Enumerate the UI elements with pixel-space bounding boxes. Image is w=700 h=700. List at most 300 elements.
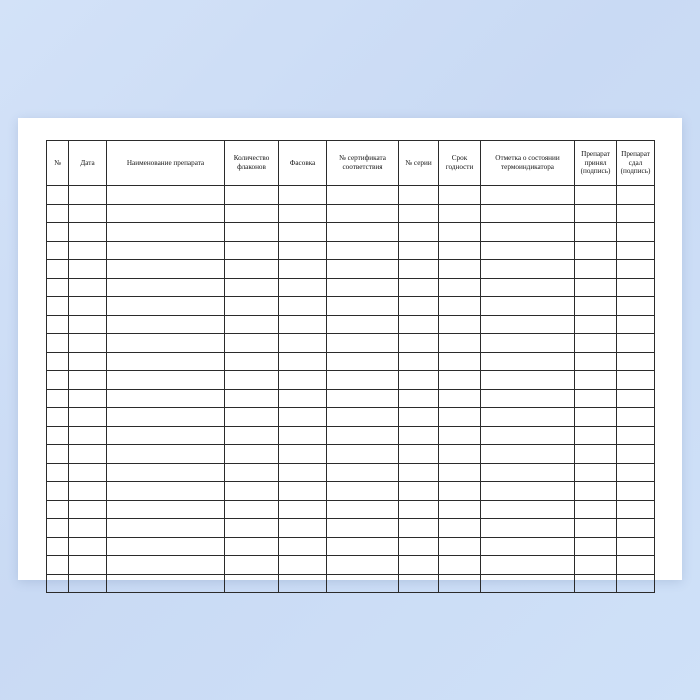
cell-expiry[interactable] bbox=[439, 519, 481, 538]
cell-bottles[interactable] bbox=[225, 204, 279, 223]
cell-expiry[interactable] bbox=[439, 278, 481, 297]
cell-no[interactable] bbox=[47, 482, 69, 501]
cell-bottles[interactable] bbox=[225, 223, 279, 242]
cell-received_by[interactable] bbox=[575, 389, 617, 408]
cell-bottles[interactable] bbox=[225, 445, 279, 464]
cell-drug_name[interactable] bbox=[107, 519, 225, 538]
cell-expiry[interactable] bbox=[439, 445, 481, 464]
cell-no[interactable] bbox=[47, 241, 69, 260]
cell-no[interactable] bbox=[47, 334, 69, 353]
cell-handed_by[interactable] bbox=[617, 426, 655, 445]
cell-cert_no[interactable] bbox=[327, 315, 399, 334]
cell-received_by[interactable] bbox=[575, 463, 617, 482]
cell-expiry[interactable] bbox=[439, 482, 481, 501]
cell-cert_no[interactable] bbox=[327, 482, 399, 501]
cell-handed_by[interactable] bbox=[617, 389, 655, 408]
cell-packaging[interactable] bbox=[279, 315, 327, 334]
cell-thermo_note[interactable] bbox=[481, 408, 575, 427]
column-header-line: (подпись) bbox=[580, 167, 611, 176]
cell-cert_no[interactable] bbox=[327, 500, 399, 519]
cell-series_no[interactable] bbox=[399, 371, 439, 390]
cell-expiry[interactable] bbox=[439, 426, 481, 445]
table-row bbox=[47, 315, 655, 334]
cell-drug_name[interactable] bbox=[107, 371, 225, 390]
cell-date[interactable] bbox=[69, 204, 107, 223]
cell-thermo_note[interactable] bbox=[481, 519, 575, 538]
cell-thermo_note[interactable] bbox=[481, 186, 575, 205]
cell-received_by[interactable] bbox=[575, 408, 617, 427]
cell-packaging[interactable] bbox=[279, 204, 327, 223]
cell-handed_by[interactable] bbox=[617, 556, 655, 575]
cell-received_by[interactable] bbox=[575, 426, 617, 445]
cell-series_no[interactable] bbox=[399, 574, 439, 593]
cell-bottles[interactable] bbox=[225, 241, 279, 260]
cell-bottles[interactable] bbox=[225, 408, 279, 427]
cell-no[interactable] bbox=[47, 223, 69, 242]
cell-drug_name[interactable] bbox=[107, 204, 225, 223]
cell-drug_name[interactable] bbox=[107, 482, 225, 501]
cell-expiry[interactable] bbox=[439, 371, 481, 390]
cell-packaging[interactable] bbox=[279, 556, 327, 575]
column-header-line: флаконов bbox=[237, 163, 266, 171]
cell-received_by[interactable] bbox=[575, 260, 617, 279]
cell-expiry[interactable] bbox=[439, 241, 481, 260]
cell-thermo_note[interactable] bbox=[481, 537, 575, 556]
cell-date[interactable] bbox=[69, 260, 107, 279]
column-header-line: (подпись) bbox=[620, 167, 651, 176]
cell-series_no[interactable] bbox=[399, 463, 439, 482]
table-row bbox=[47, 371, 655, 390]
cell-bottles[interactable] bbox=[225, 389, 279, 408]
cell-no[interactable] bbox=[47, 408, 69, 427]
cell-thermo_note[interactable] bbox=[481, 315, 575, 334]
cell-series_no[interactable] bbox=[399, 260, 439, 279]
cell-packaging[interactable] bbox=[279, 352, 327, 371]
column-header-expiry bbox=[439, 141, 481, 186]
cell-drug_name[interactable] bbox=[107, 389, 225, 408]
cell-drug_name[interactable] bbox=[107, 500, 225, 519]
cell-bottles[interactable] bbox=[225, 556, 279, 575]
cell-no[interactable] bbox=[47, 537, 69, 556]
table-row bbox=[47, 463, 655, 482]
column-header-line: Препарат bbox=[581, 149, 610, 158]
column-header-line: принял bbox=[584, 158, 607, 167]
cell-packaging[interactable] bbox=[279, 260, 327, 279]
cell-bottles[interactable] bbox=[225, 334, 279, 353]
cell-packaging[interactable] bbox=[279, 537, 327, 556]
cell-series_no[interactable] bbox=[399, 334, 439, 353]
column-header-line: сдал bbox=[628, 158, 643, 167]
cell-handed_by[interactable] bbox=[617, 463, 655, 482]
cell-received_by[interactable] bbox=[575, 371, 617, 390]
cell-received_by[interactable] bbox=[575, 297, 617, 316]
column-header-drug_name bbox=[107, 141, 225, 186]
cell-date[interactable] bbox=[69, 315, 107, 334]
cell-packaging[interactable] bbox=[279, 463, 327, 482]
cell-drug_name[interactable] bbox=[107, 445, 225, 464]
cell-date[interactable] bbox=[69, 574, 107, 593]
cell-thermo_note[interactable] bbox=[481, 426, 575, 445]
table-row bbox=[47, 445, 655, 464]
cell-thermo_note[interactable] bbox=[481, 445, 575, 464]
table-row bbox=[47, 186, 655, 205]
cell-thermo_note[interactable] bbox=[481, 223, 575, 242]
cell-series_no[interactable] bbox=[399, 315, 439, 334]
cell-cert_no[interactable] bbox=[327, 445, 399, 464]
cell-expiry[interactable] bbox=[439, 463, 481, 482]
register-table bbox=[46, 140, 655, 593]
table-row bbox=[47, 519, 655, 538]
cell-handed_by[interactable] bbox=[617, 223, 655, 242]
cell-handed_by[interactable] bbox=[617, 297, 655, 316]
cell-no[interactable] bbox=[47, 463, 69, 482]
column-header-handed_by bbox=[617, 141, 655, 186]
cell-no[interactable] bbox=[47, 204, 69, 223]
column-header-line: № сертификата bbox=[339, 154, 386, 163]
cell-handed_by[interactable] bbox=[617, 278, 655, 297]
cell-date[interactable] bbox=[69, 371, 107, 390]
table-row bbox=[47, 223, 655, 242]
cell-received_by[interactable] bbox=[575, 556, 617, 575]
cell-expiry[interactable] bbox=[439, 315, 481, 334]
column-header-thermo_note bbox=[481, 141, 575, 186]
cell-received_by[interactable] bbox=[575, 352, 617, 371]
cell-thermo_note[interactable] bbox=[481, 371, 575, 390]
cell-expiry[interactable] bbox=[439, 574, 481, 593]
cell-no[interactable] bbox=[47, 519, 69, 538]
column-header-line: соответствия bbox=[342, 163, 383, 171]
cell-thermo_note[interactable] bbox=[481, 500, 575, 519]
cell-date[interactable] bbox=[69, 297, 107, 316]
cell-drug_name[interactable] bbox=[107, 463, 225, 482]
column-header-line: Срок bbox=[451, 154, 468, 163]
table-row bbox=[47, 574, 655, 593]
cell-thermo_note[interactable] bbox=[481, 260, 575, 279]
register-table-container bbox=[46, 140, 654, 556]
table-row bbox=[47, 556, 655, 575]
column-header-line: № bbox=[54, 158, 61, 167]
cell-date[interactable] bbox=[69, 537, 107, 556]
cell-bottles[interactable] bbox=[225, 315, 279, 334]
column-header-line: Препарат bbox=[621, 149, 650, 158]
cell-drug_name[interactable] bbox=[107, 278, 225, 297]
cell-received_by[interactable] bbox=[575, 204, 617, 223]
cell-bottles[interactable] bbox=[225, 574, 279, 593]
cell-series_no[interactable] bbox=[399, 445, 439, 464]
cell-packaging[interactable] bbox=[279, 241, 327, 260]
cell-drug_name[interactable] bbox=[107, 241, 225, 260]
cell-thermo_note[interactable] bbox=[481, 389, 575, 408]
cell-date[interactable] bbox=[69, 426, 107, 445]
cell-packaging[interactable] bbox=[279, 426, 327, 445]
cell-no[interactable] bbox=[47, 297, 69, 316]
cell-expiry[interactable] bbox=[439, 260, 481, 279]
column-header-bottles bbox=[225, 141, 279, 186]
cell-cert_no[interactable] bbox=[327, 519, 399, 538]
cell-drug_name[interactable] bbox=[107, 297, 225, 316]
cell-handed_by[interactable] bbox=[617, 241, 655, 260]
cell-cert_no[interactable] bbox=[327, 334, 399, 353]
table-row bbox=[47, 204, 655, 223]
cell-bottles[interactable] bbox=[225, 352, 279, 371]
table-header bbox=[47, 141, 655, 186]
cell-no[interactable] bbox=[47, 574, 69, 593]
cell-handed_by[interactable] bbox=[617, 537, 655, 556]
cell-date[interactable] bbox=[69, 278, 107, 297]
cell-bottles[interactable] bbox=[225, 260, 279, 279]
table-row bbox=[47, 482, 655, 501]
cell-expiry[interactable] bbox=[439, 500, 481, 519]
cell-series_no[interactable] bbox=[399, 186, 439, 205]
cell-received_by[interactable] bbox=[575, 574, 617, 593]
cell-thermo_note[interactable] bbox=[481, 482, 575, 501]
cell-no[interactable] bbox=[47, 556, 69, 575]
cell-packaging[interactable] bbox=[279, 334, 327, 353]
cell-packaging[interactable] bbox=[279, 186, 327, 205]
cell-cert_no[interactable] bbox=[327, 241, 399, 260]
cell-series_no[interactable] bbox=[399, 537, 439, 556]
cell-no[interactable] bbox=[47, 260, 69, 279]
cell-bottles[interactable] bbox=[225, 537, 279, 556]
cell-series_no[interactable] bbox=[399, 519, 439, 538]
cell-date[interactable] bbox=[69, 241, 107, 260]
cell-cert_no[interactable] bbox=[327, 186, 399, 205]
cell-bottles[interactable] bbox=[225, 186, 279, 205]
cell-series_no[interactable] bbox=[399, 223, 439, 242]
cell-date[interactable] bbox=[69, 186, 107, 205]
cell-handed_by[interactable] bbox=[617, 408, 655, 427]
cell-cert_no[interactable] bbox=[327, 574, 399, 593]
column-header-date bbox=[69, 141, 107, 186]
cell-packaging[interactable] bbox=[279, 500, 327, 519]
cell-series_no[interactable] bbox=[399, 500, 439, 519]
column-header-line: годности bbox=[445, 163, 474, 171]
cell-expiry[interactable] bbox=[439, 297, 481, 316]
cell-series_no[interactable] bbox=[399, 278, 439, 297]
cell-expiry[interactable] bbox=[439, 389, 481, 408]
table-row bbox=[47, 352, 655, 371]
cell-date[interactable] bbox=[69, 445, 107, 464]
column-header-line: Отметка о состоянии bbox=[495, 154, 560, 163]
cell-received_by[interactable] bbox=[575, 186, 617, 205]
cell-series_no[interactable] bbox=[399, 556, 439, 575]
cell-series_no[interactable] bbox=[399, 408, 439, 427]
table-body bbox=[47, 186, 655, 593]
cell-expiry[interactable] bbox=[439, 408, 481, 427]
table-row bbox=[47, 426, 655, 445]
column-header-series_no bbox=[399, 141, 439, 186]
cell-drug_name[interactable] bbox=[107, 186, 225, 205]
table-row bbox=[47, 260, 655, 279]
cell-thermo_note[interactable] bbox=[481, 574, 575, 593]
cell-received_by[interactable] bbox=[575, 482, 617, 501]
cell-cert_no[interactable] bbox=[327, 204, 399, 223]
cell-no[interactable] bbox=[47, 186, 69, 205]
cell-expiry[interactable] bbox=[439, 186, 481, 205]
cell-handed_by[interactable] bbox=[617, 519, 655, 538]
cell-series_no[interactable] bbox=[399, 241, 439, 260]
cell-bottles[interactable] bbox=[225, 297, 279, 316]
cell-expiry[interactable] bbox=[439, 556, 481, 575]
cell-packaging[interactable] bbox=[279, 278, 327, 297]
cell-handed_by[interactable] bbox=[617, 260, 655, 279]
cell-packaging[interactable] bbox=[279, 482, 327, 501]
cell-no[interactable] bbox=[47, 500, 69, 519]
paper-sheet bbox=[18, 118, 682, 580]
cell-expiry[interactable] bbox=[439, 352, 481, 371]
cell-bottles[interactable] bbox=[225, 482, 279, 501]
cell-handed_by[interactable] bbox=[617, 186, 655, 205]
cell-bottles[interactable] bbox=[225, 278, 279, 297]
cell-cert_no[interactable] bbox=[327, 223, 399, 242]
cell-cert_no[interactable] bbox=[327, 260, 399, 279]
cell-drug_name[interactable] bbox=[107, 260, 225, 279]
cell-packaging[interactable] bbox=[279, 445, 327, 464]
cell-cert_no[interactable] bbox=[327, 371, 399, 390]
cell-date[interactable] bbox=[69, 223, 107, 242]
cell-date[interactable] bbox=[69, 352, 107, 371]
cell-no[interactable] bbox=[47, 278, 69, 297]
cell-received_by[interactable] bbox=[575, 445, 617, 464]
cell-cert_no[interactable] bbox=[327, 537, 399, 556]
cell-no[interactable] bbox=[47, 371, 69, 390]
table-row bbox=[47, 537, 655, 556]
cell-cert_no[interactable] bbox=[327, 278, 399, 297]
cell-no[interactable] bbox=[47, 352, 69, 371]
column-header-line: Количество bbox=[233, 154, 270, 163]
cell-thermo_note[interactable] bbox=[481, 352, 575, 371]
cell-thermo_note[interactable] bbox=[481, 334, 575, 353]
cell-drug_name[interactable] bbox=[107, 352, 225, 371]
cell-date[interactable] bbox=[69, 500, 107, 519]
cell-cert_no[interactable] bbox=[327, 463, 399, 482]
cell-handed_by[interactable] bbox=[617, 482, 655, 501]
cell-no[interactable] bbox=[47, 315, 69, 334]
cell-expiry[interactable] bbox=[439, 334, 481, 353]
column-header-packaging bbox=[279, 141, 327, 186]
cell-date[interactable] bbox=[69, 556, 107, 575]
cell-date[interactable] bbox=[69, 408, 107, 427]
cell-cert_no[interactable] bbox=[327, 556, 399, 575]
cell-handed_by[interactable] bbox=[617, 315, 655, 334]
cell-handed_by[interactable] bbox=[617, 334, 655, 353]
cell-drug_name[interactable] bbox=[107, 574, 225, 593]
cell-thermo_note[interactable] bbox=[481, 297, 575, 316]
column-header-no bbox=[47, 141, 69, 186]
cell-drug_name[interactable] bbox=[107, 556, 225, 575]
cell-packaging[interactable] bbox=[279, 574, 327, 593]
cell-thermo_note[interactable] bbox=[481, 556, 575, 575]
cell-expiry[interactable] bbox=[439, 223, 481, 242]
cell-received_by[interactable] bbox=[575, 241, 617, 260]
table-row bbox=[47, 334, 655, 353]
cell-packaging[interactable] bbox=[279, 519, 327, 538]
cell-expiry[interactable] bbox=[439, 204, 481, 223]
cell-thermo_note[interactable] bbox=[481, 241, 575, 260]
cell-date[interactable] bbox=[69, 463, 107, 482]
cell-packaging[interactable] bbox=[279, 371, 327, 390]
cell-received_by[interactable] bbox=[575, 537, 617, 556]
cell-packaging[interactable] bbox=[279, 389, 327, 408]
cell-handed_by[interactable] bbox=[617, 204, 655, 223]
cell-handed_by[interactable] bbox=[617, 574, 655, 593]
cell-drug_name[interactable] bbox=[107, 408, 225, 427]
table-row bbox=[47, 278, 655, 297]
cell-drug_name[interactable] bbox=[107, 426, 225, 445]
cell-series_no[interactable] bbox=[399, 204, 439, 223]
table-row bbox=[47, 389, 655, 408]
cell-series_no[interactable] bbox=[399, 297, 439, 316]
cell-expiry[interactable] bbox=[439, 537, 481, 556]
cell-thermo_note[interactable] bbox=[481, 204, 575, 223]
cell-series_no[interactable] bbox=[399, 352, 439, 371]
cell-date[interactable] bbox=[69, 334, 107, 353]
table-row bbox=[47, 297, 655, 316]
cell-cert_no[interactable] bbox=[327, 352, 399, 371]
cell-cert_no[interactable] bbox=[327, 389, 399, 408]
table-row bbox=[47, 241, 655, 260]
cell-no[interactable] bbox=[47, 389, 69, 408]
column-header-line: Фасовка bbox=[289, 158, 316, 167]
cell-bottles[interactable] bbox=[225, 463, 279, 482]
cell-bottles[interactable] bbox=[225, 426, 279, 445]
cell-handed_by[interactable] bbox=[617, 352, 655, 371]
cell-no[interactable] bbox=[47, 445, 69, 464]
column-header-line: № серии bbox=[405, 158, 432, 167]
cell-received_by[interactable] bbox=[575, 519, 617, 538]
cell-received_by[interactable] bbox=[575, 315, 617, 334]
cell-received_by[interactable] bbox=[575, 500, 617, 519]
cell-bottles[interactable] bbox=[225, 519, 279, 538]
cell-thermo_note[interactable] bbox=[481, 278, 575, 297]
cell-packaging[interactable] bbox=[279, 223, 327, 242]
cell-series_no[interactable] bbox=[399, 482, 439, 501]
cell-packaging[interactable] bbox=[279, 297, 327, 316]
cell-drug_name[interactable] bbox=[107, 315, 225, 334]
cell-bottles[interactable] bbox=[225, 371, 279, 390]
cell-series_no[interactable] bbox=[399, 389, 439, 408]
cell-drug_name[interactable] bbox=[107, 223, 225, 242]
cell-thermo_note[interactable] bbox=[481, 463, 575, 482]
cell-handed_by[interactable] bbox=[617, 445, 655, 464]
cell-cert_no[interactable] bbox=[327, 297, 399, 316]
column-header-received_by bbox=[575, 141, 617, 186]
cell-handed_by[interactable] bbox=[617, 371, 655, 390]
column-header-line: Дата bbox=[80, 158, 95, 167]
cell-cert_no[interactable] bbox=[327, 426, 399, 445]
cell-series_no[interactable] bbox=[399, 426, 439, 445]
cell-date[interactable] bbox=[69, 519, 107, 538]
cell-bottles[interactable] bbox=[225, 500, 279, 519]
column-header-cert_no bbox=[327, 141, 399, 186]
cell-handed_by[interactable] bbox=[617, 500, 655, 519]
table-row bbox=[47, 500, 655, 519]
cell-date[interactable] bbox=[69, 482, 107, 501]
column-header-line: термоиндикатора bbox=[501, 163, 554, 171]
cell-no[interactable] bbox=[47, 426, 69, 445]
column-header-line: Наименование препарата bbox=[126, 158, 205, 167]
cell-date[interactable] bbox=[69, 389, 107, 408]
cell-received_by[interactable] bbox=[575, 334, 617, 353]
cell-packaging[interactable] bbox=[279, 408, 327, 427]
cell-received_by[interactable] bbox=[575, 278, 617, 297]
cell-drug_name[interactable] bbox=[107, 537, 225, 556]
cell-cert_no[interactable] bbox=[327, 408, 399, 427]
table-header-row bbox=[47, 141, 655, 186]
cell-received_by[interactable] bbox=[575, 223, 617, 242]
cell-drug_name[interactable] bbox=[107, 334, 225, 353]
table-row bbox=[47, 408, 655, 427]
